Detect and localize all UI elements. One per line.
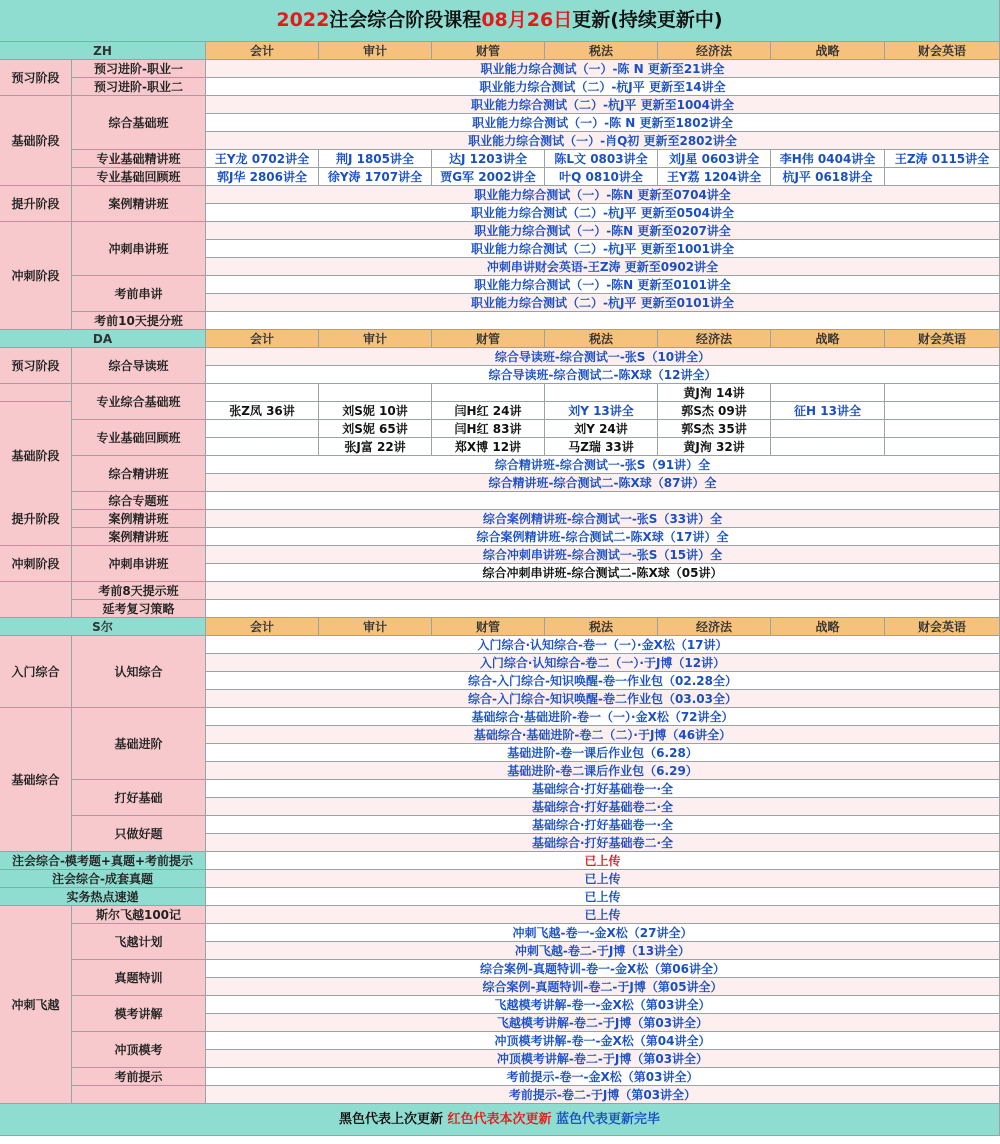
- teacher-cell: 黄J洵 32讲: [658, 438, 771, 456]
- course-entry: 职业能力综合测试（二）-杭J平 更新至14讲全: [206, 78, 1000, 96]
- teacher-cell: 张J富 22讲: [319, 438, 432, 456]
- class-label: 综合导读班: [72, 348, 206, 384]
- color-legend: [0, 1104, 1000, 1136]
- class-label: 预习进阶-职业一: [72, 60, 206, 78]
- course-entry: 综合精讲班-综合测试一-张S（91讲）全: [206, 456, 1000, 474]
- course-entry: 飞越模考讲解-卷二-于J博（第03讲全）: [206, 1014, 1000, 1032]
- teacher-cell: 陈L文 0803讲全: [545, 150, 658, 168]
- page-title: [0, 0, 1000, 42]
- stage-label: 基础阶段: [0, 96, 72, 186]
- subject-header: 会计: [206, 618, 319, 636]
- course-entry: 职业能力综合测试（二）-杭J平 更新至1001讲全: [206, 240, 1000, 258]
- empty-cell: [885, 384, 1000, 402]
- class-label: 综合精讲班: [72, 456, 206, 492]
- class-label: 认知综合: [72, 636, 206, 708]
- subject-header: 财会英语: [885, 330, 1000, 348]
- course-entry: 综合案例-真题特训-卷二-于J博（第05讲全）: [206, 978, 1000, 996]
- course-entry: 综合-入门综合-知识唤醒-卷一作业包（02.28全）: [206, 672, 1000, 690]
- subject-header: 税法: [545, 330, 658, 348]
- course-entry: 冲刺串讲财会英语-王Z涛 更新至0902讲全: [206, 258, 1000, 276]
- class-label: 冲刺串讲班: [72, 546, 206, 582]
- subject-header: 财管: [432, 618, 545, 636]
- teacher-cell: 杭J平 0618讲全: [771, 168, 885, 186]
- teacher-cell: 刘J星 0603讲全: [658, 150, 771, 168]
- empty-cell: [885, 438, 1000, 456]
- teacher-cell: 徐Y涛 1707讲全: [319, 168, 432, 186]
- course-entry: 职业能力综合测试（二）-杭J平 更新至0504讲全: [206, 204, 1000, 222]
- legend-blue: 蓝色代表更新完毕: [556, 1112, 661, 1127]
- course-entry: 基础综合·基础进阶-卷二（二）·于J博（46讲全）: [206, 726, 1000, 744]
- course-entry: 基础综合·打好基础卷二·全: [206, 834, 1000, 852]
- teacher-cell: 王Y龙 0702讲全: [206, 150, 319, 168]
- course-entry: 冲刺飞越-卷二-于J博（13讲全）: [206, 942, 1000, 960]
- upload-status: 已上传: [206, 888, 1000, 906]
- course-entry: 综合-入门综合-知识唤醒-卷二作业包（03.03全）: [206, 690, 1000, 708]
- course-entry: 综合冲刺串讲班-综合测试二-陈X球（05讲）: [206, 564, 1000, 582]
- empty-cell: [206, 600, 1000, 618]
- course-entry: 综合导读班-综合测试一-张S（10讲全）: [206, 348, 1000, 366]
- course-entry: 基础进阶-卷一课后作业包（6.28）: [206, 744, 1000, 762]
- empty-cell: [319, 384, 432, 402]
- legend-red: 红色代表本次更新: [447, 1112, 552, 1127]
- empty-cell: [206, 384, 319, 402]
- course-entry: 冲刺飞越-卷一-金X松（27讲全）: [206, 924, 1000, 942]
- teacher-cell: 郭J华 2806讲全: [206, 168, 319, 186]
- class-label: 真题特训: [72, 960, 206, 996]
- class-label: 飞越计划: [72, 924, 206, 960]
- course-entry: 综合导读班-综合测试二-陈X球（12讲全）: [206, 366, 1000, 384]
- title-date: 08月26日: [481, 9, 573, 31]
- upload-status: 已上传: [206, 906, 1000, 924]
- teacher-cell: 张Z凤 36讲: [206, 402, 319, 420]
- teacher-cell: 郭S杰 09讲: [658, 402, 771, 420]
- subject-header: 财会英语: [885, 42, 1000, 60]
- class-label: 考前串讲: [72, 276, 206, 312]
- teacher-cell: 王Y荔 1204讲全: [658, 168, 771, 186]
- title-part2: 更新(持续更新中): [572, 9, 723, 31]
- subject-header: 战略: [771, 330, 885, 348]
- teacher-cell: 郑X博 12讲: [432, 438, 545, 456]
- teacher-cell: 刘Y 24讲: [545, 420, 658, 438]
- stage-label: [0, 582, 72, 618]
- class-label: 冲刺串讲班: [72, 222, 206, 276]
- subject-header: 财管: [432, 330, 545, 348]
- subject-header: 审计: [319, 330, 432, 348]
- class-label: 模考讲解: [72, 996, 206, 1032]
- empty-cell: [885, 420, 1000, 438]
- empty-cell: [206, 492, 1000, 510]
- mock-label: 注会综合-模考题+真题+考前提示: [0, 852, 206, 870]
- subject-header: 战略: [771, 42, 885, 60]
- subject-header: 会计: [206, 42, 319, 60]
- stage-label: [0, 384, 72, 402]
- empty-cell: [545, 384, 658, 402]
- stage-label: 预习阶段: [0, 348, 72, 384]
- teacher-cell: 黄J洵 14讲: [658, 384, 771, 402]
- real-exam-label: 注会综合-成套真题: [0, 870, 206, 888]
- teacher-cell: 李H伟 0404讲全: [771, 150, 885, 168]
- subject-header: 财会英语: [885, 618, 1000, 636]
- course-entry: 基础综合·打好基础卷二·全: [206, 798, 1000, 816]
- teacher-cell: 闫H红 83讲: [432, 420, 545, 438]
- class-label: 斯尔飞越100记: [72, 906, 206, 924]
- class-label: 案例精讲班: [72, 186, 206, 222]
- stage-label: 冲刺飞越: [0, 906, 72, 1104]
- course-entry: 入门综合·认知综合-卷二（一）·于J博（12讲）: [206, 654, 1000, 672]
- class-label: 专业基础回顾班: [72, 420, 206, 456]
- section-ser-label: S尔: [0, 618, 206, 636]
- course-entry: 冲顶模考讲解-卷二-于J博（第03讲全）: [206, 1050, 1000, 1068]
- stage-label: 预习阶段: [0, 60, 72, 96]
- course-entry: 考前提示-卷一-金X松（第03讲全）: [206, 1068, 1000, 1086]
- course-entry: 综合精讲班-综合测试二-陈X球（87讲）全: [206, 474, 1000, 492]
- teacher-cell: 叶Q 0810讲全: [545, 168, 658, 186]
- course-entry: 冲顶模考讲解-卷一-金X松（第04讲全）: [206, 1032, 1000, 1050]
- subject-header: 经济法: [658, 42, 771, 60]
- course-entry: 综合冲刺串讲班-综合测试一-张S（15讲）全: [206, 546, 1000, 564]
- empty-cell: [771, 384, 885, 402]
- stage-label: 冲刺阶段: [0, 546, 72, 582]
- stage-label: 基础阶段: [0, 402, 72, 510]
- subject-header: 审计: [319, 42, 432, 60]
- subject-header: 税法: [545, 42, 658, 60]
- course-entry: 职业能力综合测试（二）-杭J平 更新至1004讲全: [206, 96, 1000, 114]
- empty-cell: [206, 438, 319, 456]
- teacher-cell: 达J 1203讲全: [432, 150, 545, 168]
- upload-status: 已上传: [206, 870, 1000, 888]
- course-entry: 职业能力综合测试（一）-陈N 更新至0101讲全: [206, 276, 1000, 294]
- title-year: 2022: [276, 9, 330, 31]
- course-entry: 综合案例精讲班-综合测试二-陈X球（17讲）全: [206, 528, 1000, 546]
- subject-header: 税法: [545, 618, 658, 636]
- subject-header: 财管: [432, 42, 545, 60]
- course-entry: 入门综合·认知综合-卷一（一）·金X松（17讲）: [206, 636, 1000, 654]
- class-label: 预习进阶-职业二: [72, 78, 206, 96]
- subject-header: 战略: [771, 618, 885, 636]
- class-label: 案例精讲班: [72, 528, 206, 546]
- teacher-cell: 马Z瑞 33讲: [545, 438, 658, 456]
- upload-status: 已上传: [206, 852, 1000, 870]
- class-label: 综合专题班: [72, 492, 206, 510]
- class-label: 基础进阶: [72, 708, 206, 780]
- class-label: 冲顶模考: [72, 1032, 206, 1068]
- empty-cell: [206, 582, 1000, 600]
- section-da-label: DA: [0, 330, 206, 348]
- hot-topics-label: 实务热点速递: [0, 888, 206, 906]
- class-label: 考前10天提分班: [72, 312, 206, 330]
- class-label: 考前8天提示班: [72, 582, 206, 600]
- class-label: [72, 1086, 206, 1104]
- stage-label: 提升阶段: [0, 492, 72, 546]
- course-entry: 职业能力综合测试（一）-陈N 更新至0207讲全: [206, 222, 1000, 240]
- course-entry: 基础综合·打好基础卷一·全: [206, 816, 1000, 834]
- teacher-cell: 王Z涛 0115讲全: [885, 150, 1000, 168]
- class-label: 延考复习策略: [72, 600, 206, 618]
- empty-cell: [885, 168, 1000, 186]
- legend-black: 黑色代表上次更新: [338, 1112, 443, 1127]
- course-entry: 职业能力综合测试（一）-陈 N 更新至1802讲全: [206, 114, 1000, 132]
- stage-label: 冲刺阶段: [0, 222, 72, 330]
- course-entry: 职业能力综合测试（一）-陈 N 更新至21讲全: [206, 60, 1000, 78]
- class-label: 专业基础精讲班: [72, 150, 206, 168]
- teacher-cell: 郭S杰 35讲: [658, 420, 771, 438]
- empty-cell: [771, 420, 885, 438]
- course-entry: 基础综合·基础进阶-卷一（一）·金X松（72讲全）: [206, 708, 1000, 726]
- empty-cell: [885, 402, 1000, 420]
- course-entry: 飞越模考讲解-卷一-金X松（第03讲全）: [206, 996, 1000, 1014]
- course-entry: 考前提示-卷二-于J博（第03讲全）: [206, 1086, 1000, 1104]
- course-entry: 职业能力综合测试（一）-陈N 更新至0704讲全: [206, 186, 1000, 204]
- teacher-cell: 刘Y 13讲全: [545, 402, 658, 420]
- subject-header: 审计: [319, 618, 432, 636]
- class-label: 打好基础: [72, 780, 206, 816]
- course-entry: 综合案例-真题特训-卷一-金X松（第06讲全）: [206, 960, 1000, 978]
- class-label: 专业综合基础班: [72, 384, 206, 420]
- class-label: 考前提示: [72, 1068, 206, 1086]
- course-entry: 基础综合·打好基础卷一·全: [206, 780, 1000, 798]
- teacher-cell: 贾G军 2002讲全: [432, 168, 545, 186]
- empty-cell: [206, 312, 1000, 330]
- teacher-cell: 闫H红 24讲: [432, 402, 545, 420]
- class-label: 专业基础回顾班: [72, 168, 206, 186]
- empty-cell: [432, 384, 545, 402]
- teacher-cell: 征H 13讲全: [771, 402, 885, 420]
- stage-label: 提升阶段: [0, 186, 72, 222]
- subject-header: 经济法: [658, 330, 771, 348]
- subject-header: 经济法: [658, 618, 771, 636]
- teacher-cell: 荆J 1805讲全: [319, 150, 432, 168]
- empty-cell: [771, 438, 885, 456]
- title-part1: 注会综合阶段课程: [329, 9, 482, 31]
- class-label: 只做好题: [72, 816, 206, 852]
- section-zh-label: ZH: [0, 42, 206, 60]
- course-entry: 职业能力综合测试（一）-肖Q初 更新至2802讲全: [206, 132, 1000, 150]
- empty-cell: [206, 420, 319, 438]
- class-label: 案例精讲班: [72, 510, 206, 528]
- course-entry: 基础进阶-卷二课后作业包（6.29）: [206, 762, 1000, 780]
- stage-label: 入门综合: [0, 636, 72, 708]
- teacher-cell: 刘S妮 65讲: [319, 420, 432, 438]
- course-entry: 职业能力综合测试（二）-杭J平 更新至0101讲全: [206, 294, 1000, 312]
- stage-label: 基础综合: [0, 708, 72, 852]
- subject-header: 会计: [206, 330, 319, 348]
- class-label: 综合基础班: [72, 96, 206, 150]
- teacher-cell: 刘S妮 10讲: [319, 402, 432, 420]
- course-entry: 综合案例精讲班-综合测试一-张S（33讲）全: [206, 510, 1000, 528]
